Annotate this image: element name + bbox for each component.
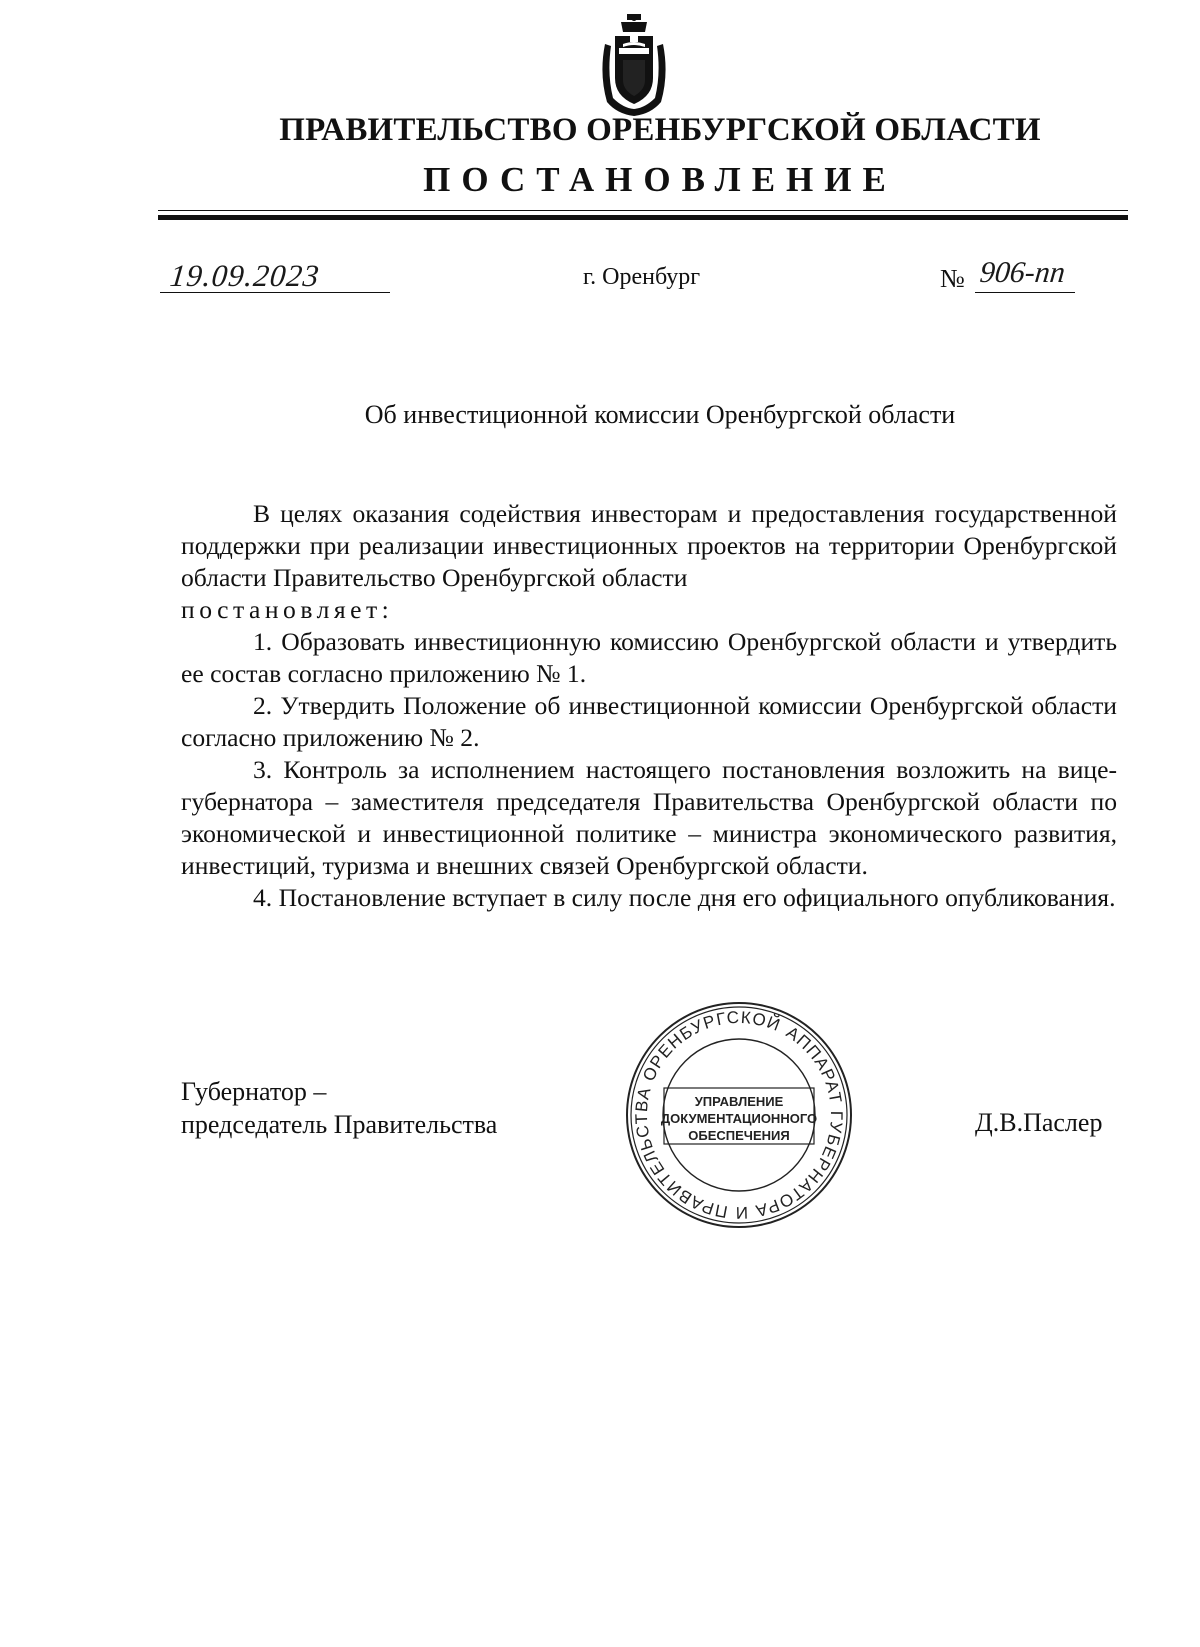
signature-role-line1: Губернатор – <box>181 1077 327 1106</box>
number-underline <box>975 292 1075 293</box>
stamp-outer-text: АППАРАТ ГУБЕРНАТОРА И ПРАВИТЕЛЬСТВА ОРЕНБУРГСКОЙ <box>631 1007 847 1223</box>
signature-role-line2: председатель Правительства <box>181 1110 498 1139</box>
document-date: 19.09.2023 <box>168 258 322 293</box>
body-item: 2. Утвердить Положение об инвестиционной комиссии Оренбургской области согласно приложению № 2. <box>181 691 1117 752</box>
stamp-inner-line3: ОБЕСПЕЧЕНИЯ <box>688 1128 790 1143</box>
date-underline <box>160 292 390 293</box>
body-item: 4. Постановление вступает в силу после дня его официального опубликования. <box>253 883 1116 912</box>
signatory-name: Д.В.Паслер <box>975 1108 1103 1137</box>
body-intro: В целях оказания содействия инвесторам и предоставления государственной поддержки при реализации инвестиционных проектов на территории Оренбургской области Правительство Оренбургской области <box>181 499 1117 592</box>
body-item: 1. Образовать инвестиционную комиссию Оренбургской области и утвердить ее состав согласно приложению № 1. <box>181 627 1117 688</box>
document-number: 906-пп <box>978 256 1067 289</box>
header-rule-thin <box>158 210 1128 211</box>
header-rule-thick <box>158 215 1128 220</box>
org-title: ПРАВИТЕЛЬСТВО ОРЕНБУРГСКОЙ ОБЛАСТИ <box>279 112 1041 148</box>
coat-of-arms-emblem <box>597 14 671 118</box>
official-stamp <box>624 1000 854 1230</box>
stamp-inner-line1: УПРАВЛЕНИЕ <box>694 1094 784 1109</box>
number-label: № <box>940 264 965 293</box>
stamp-inner-line2: ДОКУМЕНТАЦИОННОГО <box>660 1111 818 1126</box>
document-type-title: ПОСТАНОВЛЕНИЕ <box>423 160 897 199</box>
document-subject: Об инвестиционной комиссии Оренбургской области <box>364 400 956 429</box>
body-resolves: постановляет: <box>181 595 394 624</box>
signature-role <box>181 1075 497 1141</box>
document-body <box>181 498 1117 914</box>
document-place: г. Оренбург <box>583 264 701 290</box>
body-item: 3. Контроль за исполнением настоящего постановления возложить на вице-губернатора – заместителя председателя Правительства Оренбургской области по экономической и инвестиционной политике – министра экономического развития, инвестиций, туризма и внешних связей Оренбургской области. <box>181 755 1117 880</box>
